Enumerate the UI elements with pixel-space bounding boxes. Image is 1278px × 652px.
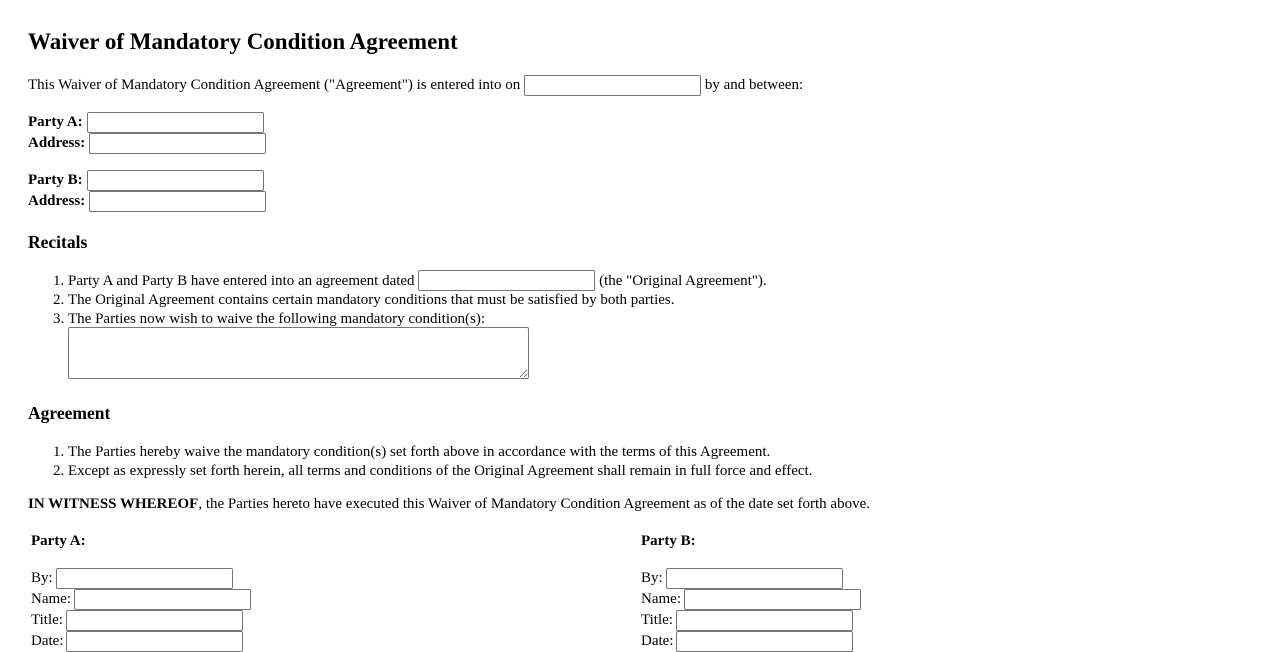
witness-text: , the Parties hereto have executed this Waiver of Mandatory Condition Agreement as of the date set forth above. — [198, 496, 870, 512]
signature-name-row — [641, 589, 861, 610]
page-title: Waiver of Mandatory Condition Agreement — [28, 29, 458, 54]
party-b-address-label: Address: — [28, 193, 86, 209]
agreement-item — [68, 462, 812, 481]
recitals-heading: Recitals — [28, 232, 88, 252]
recitals-list — [28, 272, 767, 329]
name-label: Name: — [31, 591, 71, 607]
recital-1-text-before: Party A and Party B have entered into an agreement dated — [68, 273, 415, 289]
party-a-by-input[interactable] — [56, 568, 233, 589]
recital-item — [68, 272, 767, 291]
party-a-name-signature-input[interactable] — [74, 589, 251, 610]
recital-1-text-after: (the "Original Agreement"). — [599, 273, 767, 289]
witness-bold-text: IN WITNESS WHEREOF — [28, 496, 199, 512]
original-agreement-date-input[interactable] — [418, 270, 595, 291]
party-b-title-input[interactable] — [676, 610, 853, 631]
intro-line — [28, 75, 803, 97]
signature-name-row — [31, 589, 251, 610]
agreement-item — [68, 443, 812, 462]
party-a-date-input[interactable] — [66, 631, 243, 652]
agreement-list — [28, 443, 812, 481]
agreement-date-input[interactable] — [524, 75, 701, 96]
recital-2-text: The Original Agreement contains certain mandatory conditions that must be satisfied by both parties. — [68, 292, 675, 308]
recital-3-text: The Parties now wish to waive the following mandatory condition(s): — [68, 311, 486, 327]
title-label: Title: — [641, 612, 673, 628]
agreement-heading: Agreement — [28, 403, 111, 423]
party-a-address-input[interactable] — [89, 133, 266, 154]
party-b-by-input[interactable] — [666, 568, 843, 589]
party-b-address-row — [28, 191, 266, 213]
signature-title-row — [31, 610, 243, 631]
agreement-2-text: Except as expressly set forth herein, all terms and conditions of the Original Agreement shall remain in full force and effect. — [68, 463, 813, 479]
by-label: By: — [31, 570, 53, 586]
party-b-name-row — [28, 170, 264, 192]
signature-by-row — [31, 568, 233, 589]
date-label: Date: — [641, 633, 674, 649]
signature-party-b-heading: Party B: — [641, 533, 696, 549]
party-b-name-input[interactable] — [87, 170, 264, 191]
party-b-date-input[interactable] — [676, 631, 853, 652]
date-label: Date: — [31, 633, 64, 649]
party-a-name-row — [28, 112, 264, 134]
agreement-1-text: The Parties hereby waive the mandatory condition(s) set forth above in accordance with the terms of this Agreement. — [68, 444, 771, 460]
party-a-address-row — [28, 133, 266, 155]
signature-date-row — [641, 631, 853, 652]
party-a-address-label: Address: — [28, 135, 86, 151]
party-b-label: Party B: — [28, 172, 83, 188]
signature-date-row — [31, 631, 243, 652]
title-label: Title: — [31, 612, 63, 628]
waived-conditions-textarea[interactable] — [68, 327, 529, 379]
party-a-title-input[interactable] — [66, 610, 243, 631]
party-b-address-input[interactable] — [89, 191, 266, 212]
intro-text-after: by and between: — [704, 77, 804, 93]
signature-title-row — [641, 610, 853, 631]
recital-item — [68, 291, 767, 310]
signature-party-a-heading: Party A: — [31, 533, 86, 549]
party-b-name-signature-input[interactable] — [684, 589, 861, 610]
by-label: By: — [641, 570, 663, 586]
party-a-label: Party A: — [28, 114, 83, 130]
intro-text-before: This Waiver of Mandatory Condition Agreement ("Agreement") is entered into on — [28, 77, 521, 93]
witness-statement — [28, 494, 870, 516]
name-label: Name: — [641, 591, 681, 607]
signature-by-row — [641, 568, 843, 589]
party-a-name-input[interactable] — [87, 112, 264, 133]
